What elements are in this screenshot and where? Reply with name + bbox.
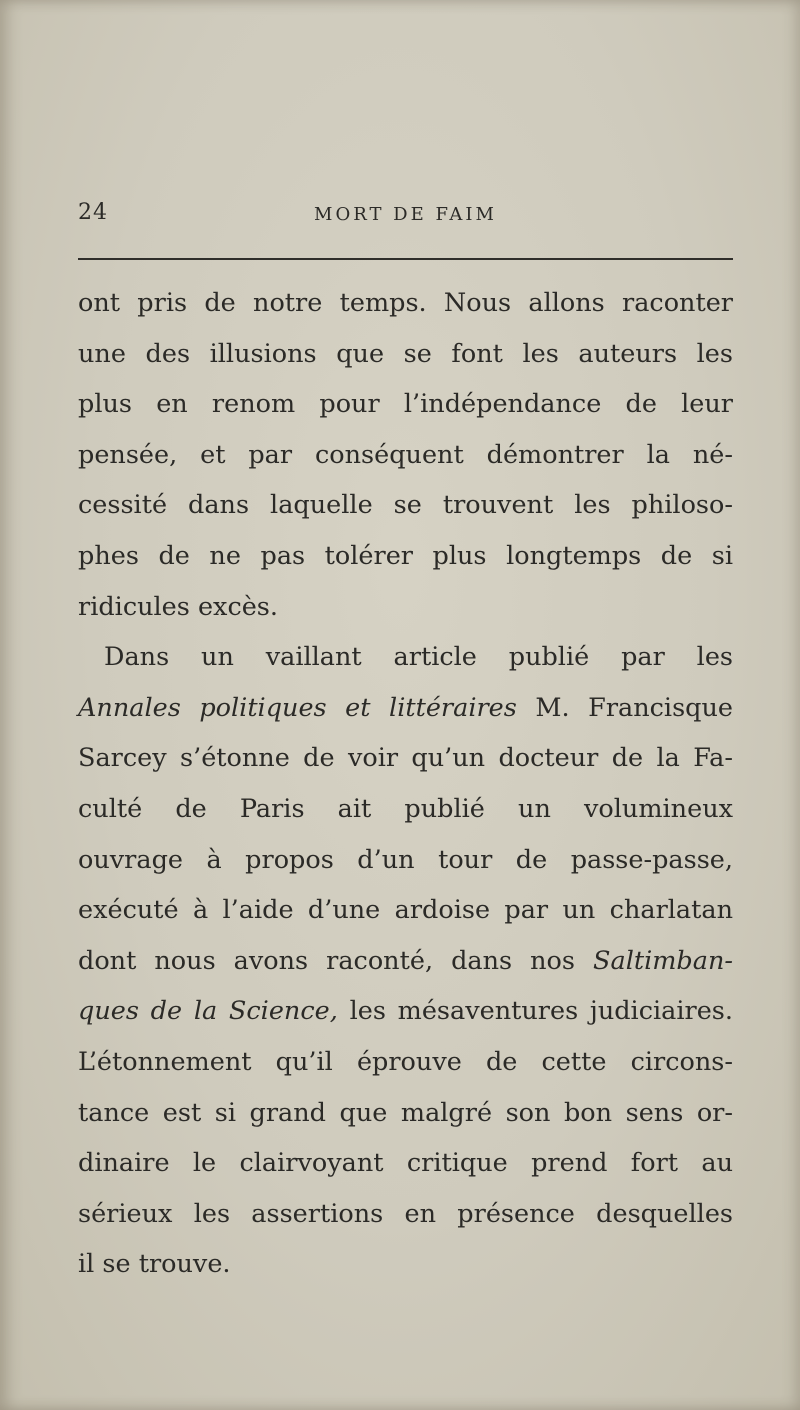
text-line: phes de ne pas tolérer plus longtemps de si <box>78 540 733 571</box>
text-line: une des illusions que se font les auteurs les <box>78 338 733 369</box>
body-text <box>78 278 733 1290</box>
book-title: ques de la Science, <box>78 996 338 1027</box>
text-line: cessité dans laquelle se trouvent les philoso- <box>78 490 733 521</box>
text-line: ouvrage à propos d’un tour de passe-passe, <box>78 844 733 875</box>
text-line: ques de la Science, les mésaventures judiciaires. <box>78 996 733 1027</box>
text-line: L’étonnement qu’il éprouve de cette circons- <box>78 1046 733 1077</box>
text-line: dinaire le clairvoyant critique prend fort au <box>78 1148 733 1179</box>
journal-title: Annales politiques et littéraires <box>78 692 517 723</box>
text-line: tance est si grand que malgré son bon sens or- <box>78 1097 733 1128</box>
text-line: ont pris de notre temps. Nous allons raconter <box>78 288 733 318</box>
page-number: 24 <box>78 200 108 225</box>
text-line: Dans un vaillant article publié par les <box>104 642 733 673</box>
page-header <box>78 200 733 234</box>
book-title: Saltimban- <box>593 945 733 976</box>
text-line: pensée, et par conséquent démontrer la né- <box>78 439 733 470</box>
text-line: Annales politiques et littéraires M. Francisque <box>78 692 734 723</box>
text-line: ridicules excès. <box>78 591 279 622</box>
text-line: Sarcey s’étonne de voir qu’un docteur de la Fa- <box>78 743 733 774</box>
text-line: sérieux les assertions en présence desquelles <box>78 1198 733 1229</box>
text-line: culté de Paris ait publié un volumineux <box>78 793 733 824</box>
text-line: dont nous avons raconté, dans nos Saltimban- <box>78 945 733 976</box>
header-rule <box>78 258 733 260</box>
text-line: il se trouve. <box>78 1249 231 1280</box>
text-line: plus en renom pour l’indépendance de leur <box>78 389 733 420</box>
running-title: MORT DE FAIM <box>314 204 497 225</box>
text-line: exécuté à l’aide d’une ardoise par un charlatan <box>78 895 733 926</box>
